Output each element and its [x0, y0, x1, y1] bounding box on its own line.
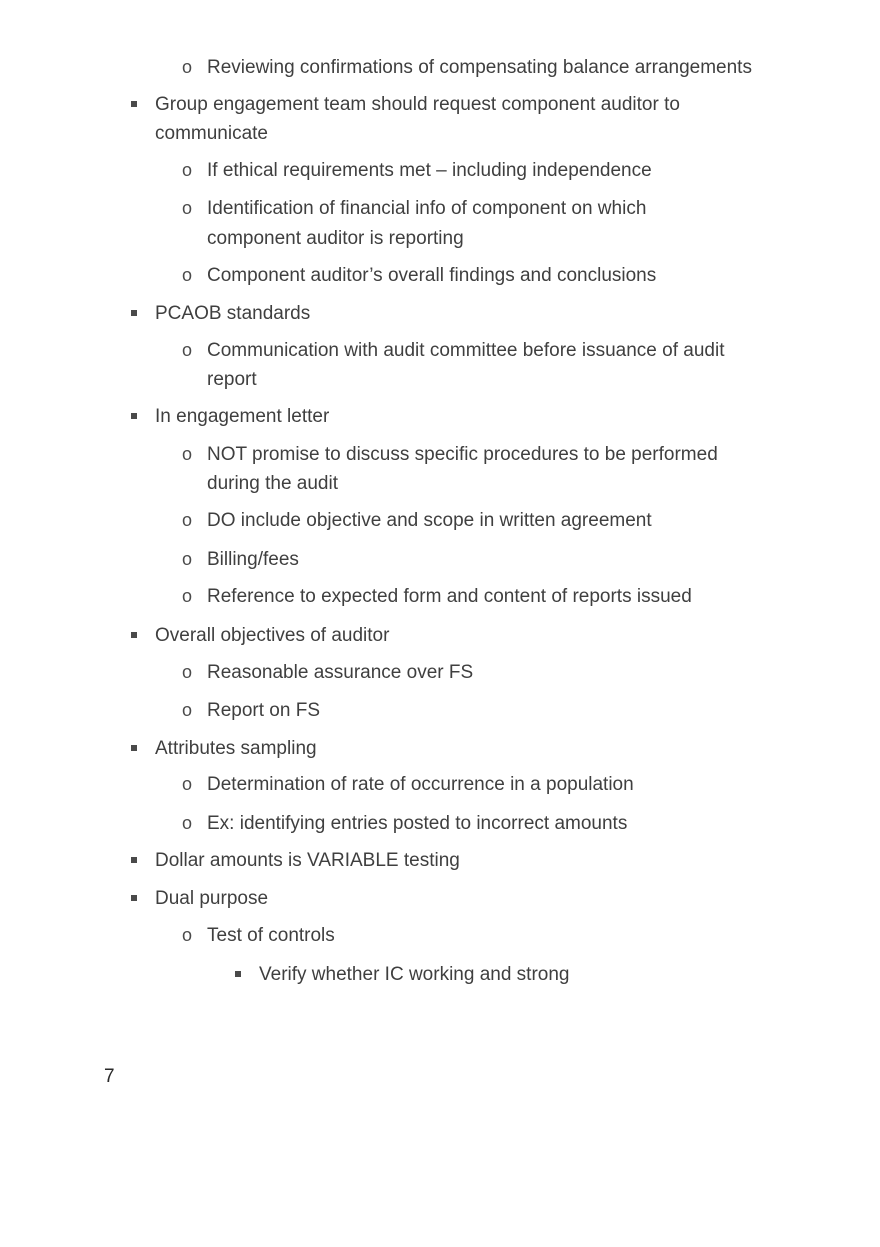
circle-bullet-icon: o	[182, 57, 193, 77]
circle-bullet-icon: o	[182, 774, 193, 794]
list-item-text: Attributes sampling	[155, 738, 317, 759]
list-item-text: Component auditor’s overall findings and conclusions	[207, 265, 657, 286]
square-bullet-icon	[131, 101, 137, 107]
list-item-text: NOT promise to discuss specific procedures to be performed	[207, 444, 718, 465]
circle-bullet-icon: o	[182, 510, 193, 530]
list-item-text: Ex: identifying entries posted to incorrect amounts	[207, 813, 628, 834]
list-item-text: Billing/fees	[207, 549, 299, 570]
list-item-text: PCAOB standards	[155, 303, 311, 324]
square-bullet-icon	[131, 857, 137, 863]
list-item-text: DO include objective and scope in written agreement	[207, 510, 652, 531]
list-item-text: Communication with audit committee before issuance of audit	[207, 340, 725, 361]
list-item-text: Determination of rate of occurrence in a population	[207, 774, 634, 795]
square-bullet-icon	[131, 632, 137, 638]
list-item-text: Test of controls	[207, 925, 335, 946]
circle-bullet-icon: o	[182, 549, 193, 569]
square-bullet-icon	[131, 413, 137, 419]
list-item-text: Overall objectives of auditor	[155, 625, 390, 646]
page-number: 7	[104, 1066, 115, 1087]
list-item-text: Report on FS	[207, 700, 320, 721]
list-item-text: during the audit	[207, 473, 338, 494]
list-item-text: In engagement letter	[155, 406, 330, 427]
list-item-text: Group engagement team should request component auditor to	[155, 94, 680, 115]
circle-bullet-icon: o	[182, 813, 193, 833]
circle-bullet-icon: o	[182, 160, 193, 180]
list-item-text: If ethical requirements met – including independence	[207, 160, 652, 181]
square-bullet-icon	[235, 971, 241, 977]
circle-bullet-icon: o	[182, 198, 193, 218]
list-item-text: Verify whether IC working and strong	[259, 964, 570, 985]
square-bullet-icon	[131, 895, 137, 901]
list-item-text: Reviewing confirmations of compensating balance arrangements	[207, 57, 752, 78]
list-item-text: Identification of financial info of component on which	[207, 198, 647, 219]
list-item-text: report	[207, 369, 257, 390]
circle-bullet-icon: o	[182, 662, 193, 682]
square-bullet-icon	[131, 310, 137, 316]
list-item-text: communicate	[155, 123, 268, 144]
circle-bullet-icon: o	[182, 586, 193, 606]
square-bullet-icon	[131, 745, 137, 751]
list-item-text: Dual purpose	[155, 888, 269, 909]
list-item-text: Reference to expected form and content of reports issued	[207, 586, 692, 607]
circle-bullet-icon: o	[182, 340, 193, 360]
circle-bullet-icon: o	[182, 265, 193, 285]
circle-bullet-icon: o	[182, 444, 193, 464]
list-item-text: Dollar amounts is VARIABLE testing	[155, 850, 460, 871]
circle-bullet-icon: o	[182, 925, 193, 945]
list-item-text: component auditor is reporting	[207, 228, 464, 249]
circle-bullet-icon: o	[182, 700, 193, 720]
list-item-text: Reasonable assurance over FS	[207, 662, 474, 683]
